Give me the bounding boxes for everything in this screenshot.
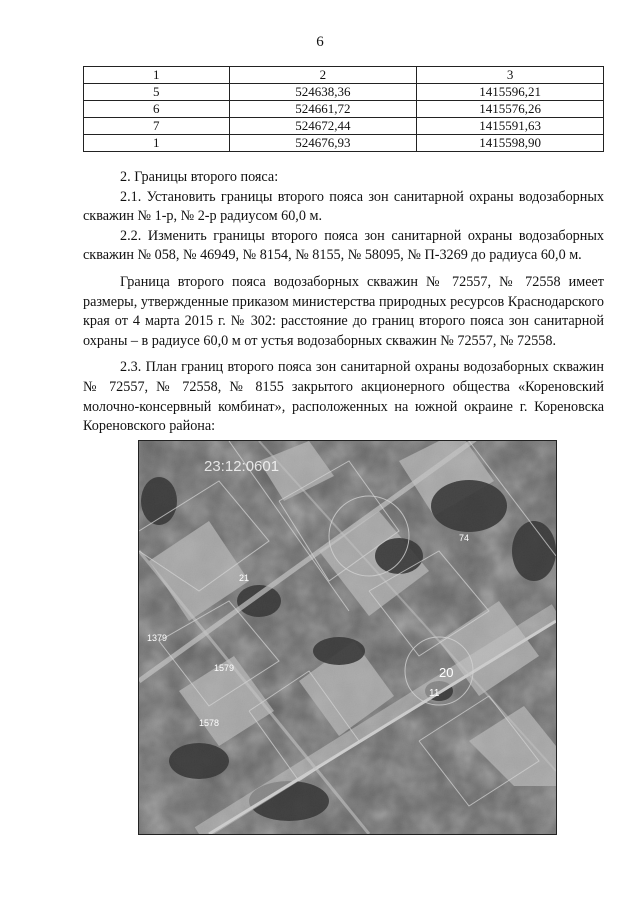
map-drawing bbox=[139, 441, 556, 834]
table-cell: 1415591,63 bbox=[417, 118, 604, 135]
table-header-row bbox=[84, 67, 604, 84]
paragraph: 2.3. План границ второго пояса зон санитарной охраны водозаборных скважин № 72557, № 72558, № 8155 закрытого акционерного общества «Кореновский молочно-консервный комбинат», расположенных на южной окраине г. Кореновска Кореновского района: bbox=[83, 359, 604, 435]
paragraph: Граница второго пояса водозаборных скважин № 72557, № 72558 имеет размеры, утвержденные приказом министерства природных ресурсов Краснодарского края от 4 марта 2015 г. № 302: расстояние до границ второго пояса зон санитарной охраны – в радиусе 60,0 м от устья водозаборных скважин № 72557, № 72558. bbox=[83, 273, 604, 349]
cadastral-label: 23:12:0601 bbox=[204, 458, 280, 475]
table-header-cell: 2 bbox=[229, 67, 417, 84]
coordinates-table bbox=[83, 66, 604, 152]
map-label: 1579 bbox=[214, 663, 235, 673]
table-cell: 524638,36 bbox=[229, 84, 417, 101]
table-cell: 524661,72 bbox=[229, 101, 417, 118]
map-label: 21 bbox=[239, 573, 250, 583]
map-label: 20 bbox=[439, 665, 454, 680]
photo-grain bbox=[139, 441, 556, 834]
table-cell: 524676,93 bbox=[229, 135, 417, 152]
table-cell: 524672,44 bbox=[229, 118, 417, 135]
table-row bbox=[84, 118, 604, 135]
table-cell: 1415598,90 bbox=[417, 135, 604, 152]
page-number: 6 bbox=[316, 34, 324, 50]
table-row bbox=[84, 84, 604, 101]
map-label: 11 bbox=[429, 688, 440, 699]
table-row bbox=[84, 135, 604, 152]
table-header-cell: 1 bbox=[84, 67, 230, 84]
table-cell: 5 bbox=[84, 84, 230, 101]
map-label: 1379 bbox=[147, 633, 168, 643]
table-cell: 1415576,26 bbox=[417, 101, 604, 118]
table-row bbox=[84, 101, 604, 118]
map-label: 1578 bbox=[199, 718, 220, 728]
map-label: 74 bbox=[459, 533, 470, 543]
table-cell: 6 bbox=[84, 101, 230, 118]
paragraph: 2.2. Изменить границы второго пояса зон санитарной охраны водозаборных скважин № 058, № 46949, № 8154, № 8155, № 58095, № П-3269 до радиуса 60,0 м. bbox=[83, 227, 604, 264]
table-header-cell: 3 bbox=[417, 67, 604, 84]
table-cell: 1 bbox=[84, 135, 230, 152]
table-cell: 1415596,21 bbox=[417, 84, 604, 101]
table-cell: 7 bbox=[84, 118, 230, 135]
section-heading: 2. Границы второго пояса: bbox=[120, 169, 279, 185]
satellite-map-image bbox=[138, 440, 557, 835]
paragraph: 2.1. Установить границы второго пояса зон санитарной охраны водозаборных скважин № 1-р, № 2-р радиусом 60,0 м. bbox=[83, 188, 604, 225]
body-text bbox=[83, 168, 604, 444]
